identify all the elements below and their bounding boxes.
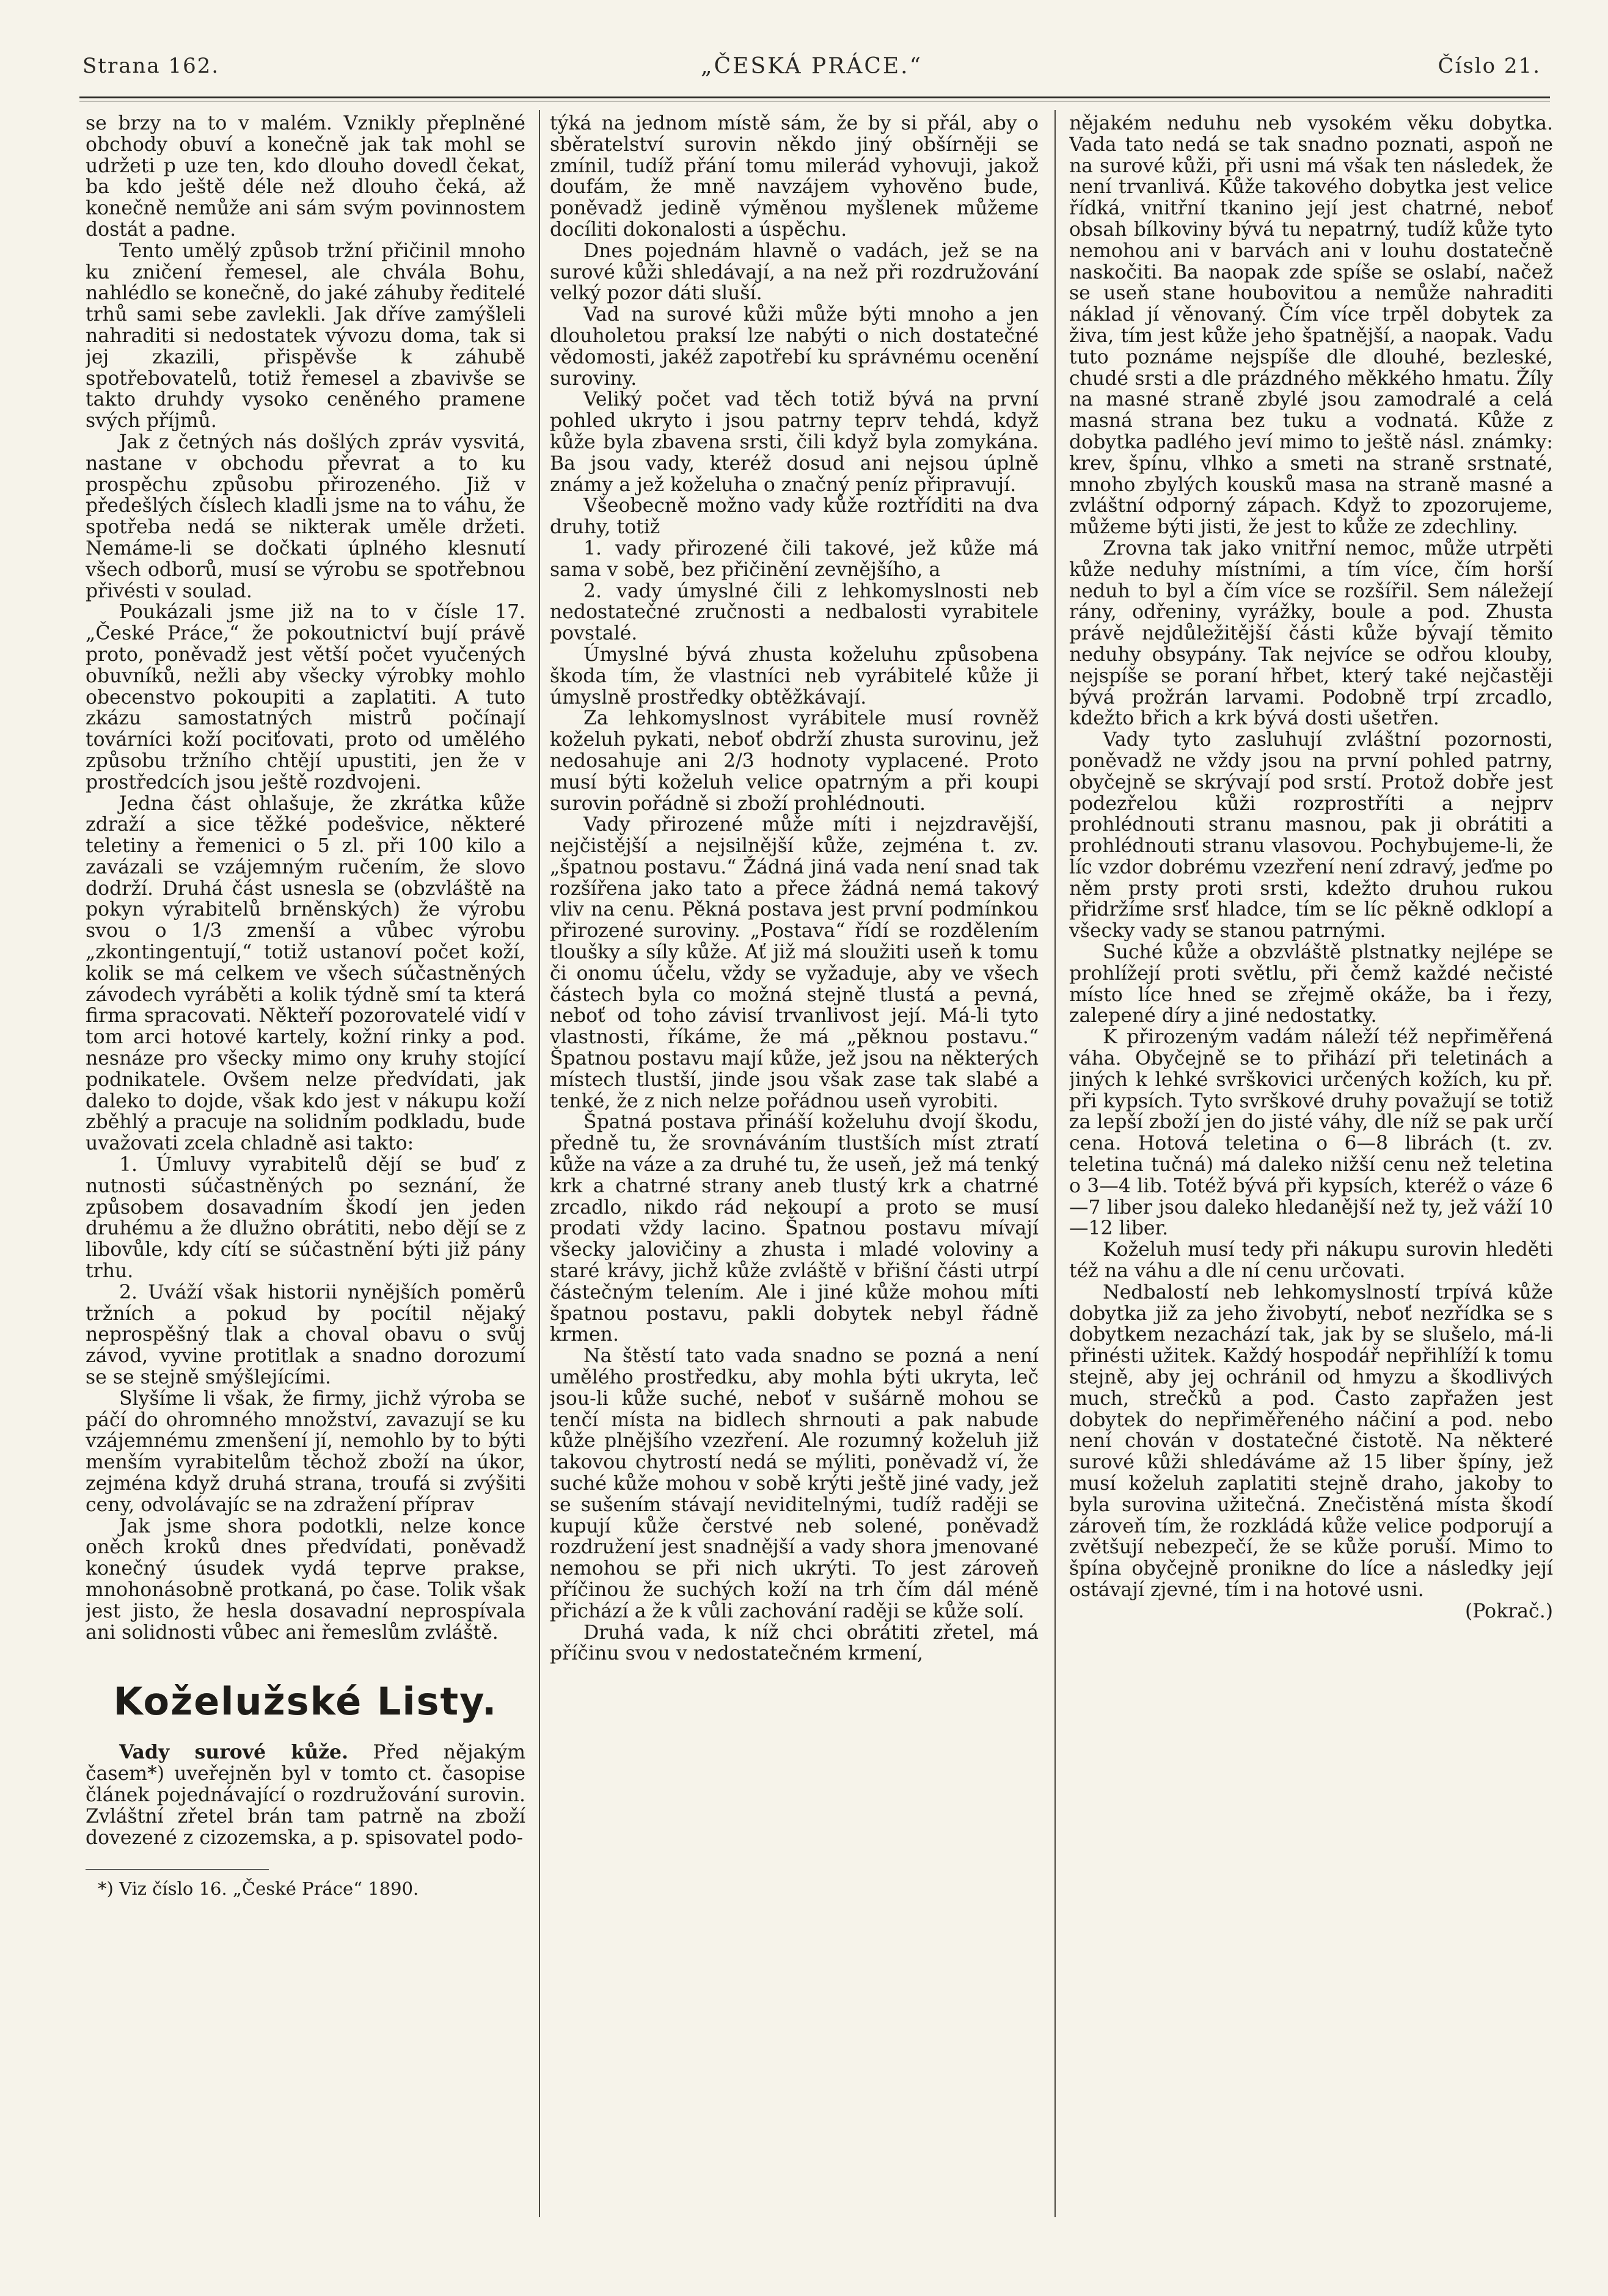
paragraph: Úmyslné bývá zhusta koželuhu způsobena škoda tím, že vlastníci neb vyrábitelé kůže ji úmyslně prostředky obtěžkávají.: [550, 643, 1039, 709]
paragraph: 2. vady úmyslné čili z lehkomyslnosti neb nedostatečné zručnosti a nedbalosti vyrabitele povstalé.: [550, 580, 1039, 645]
paragraph: Všeobecně možno vady kůže roztříditi na dva druhy, totiž: [550, 495, 1039, 539]
paragraph: Jak jsme shora podotkli, nelze konce oněch kroků dnes předvídati, poněvadž konečný úsudek vydá teprve prakse, mnohonásobně protkaná, po čase. Tolik však jest jisto, že hesla dosavadní neprospívala ani solidnosti vůbec ani řemeslům zvláště.: [86, 1515, 525, 1644]
column-2: [550, 113, 1039, 2208]
paragraph: 2. Uváží však historii nynějších poměrů tržních a pokud by pocítil nějaký neprospěšný tlak a choval obavu o svůj závod, vyvine protitlak a snadno dorozumí se se stejně smýšlejícími.: [86, 1281, 525, 1389]
column-1: [86, 113, 525, 2208]
paragraph: se brzy na to v malém. Vznikly přeplněné obchody obuví a konečně jak tak mohl se udržeti p uze ten, kdo dlouho dovedl čekat, ba kdo ještě déle než dlouho čeká, až konečně nemůže ani sám svým povinnostem dostát a padne.: [86, 113, 525, 241]
paragraph: Slyšíme li však, že firmy, jichž výroba se páčí do ohromného množství, zavazují se ku vzájemnému zmenšení jí, nemohlo by to býti menším vyrabitelům těchož zboží na úkor, zejména když druhá strana, troufá si zvýšiti ceny, odvolávajíc se na zdražení příprav: [86, 1387, 525, 1516]
paragraph: Vad na surové kůži může býti mnoho a jen dlouholetou praksí lze nabýti o nich dostatečné vědomosti, jakéž zapotřebí ku správnému ocenění suroviny.: [550, 304, 1039, 390]
footnote: *) Viz číslo 16. „České Práce“ 1890.: [98, 1878, 419, 1900]
paragraph: Před nějakým časem*) uveřejněn byl v tomto ct. časopise článek pojednávající o rozdružování surovin. Zvláštní zřetel brán tam patrně na zboží dovezené z cizozemska, a p. spisovatel podo-: [86, 1741, 525, 1849]
paragraph: Špatná postava přináší koželuhu dvojí škodu, předně tu, že srovnáváním tlustších míst ztratí kůže na váze a za druhé tu, že useň, jež má tenký krk a chatrné strany aneb tlustý krk a chatrné zrcadlo, nikdo rád nekoupí a proto se musí prodati vždy lacino. Špatnou postavu mívají všecky jalovičiny a zhusta i mladé voloviny a staré krávy, jichž kůže zvláště v břišní části utrpí částečným telením. Ale i jiné kůže mohou míti špatnou postavu, pakli dobytek nebyl řádně krmen.: [550, 1111, 1039, 1346]
column-divider-2: [1054, 110, 1056, 2217]
header-rule: [79, 97, 1550, 98]
paragraph: Vady přirozené může míti i nejzdravější, nejčistější a nejsilnější kůže, zejména t. zv. „špatnou postavu.“ Žádná jiná vada není snad tak rozšířena jako tato a přece žádná nemá takový vliv na cenu. Pěkná postava jest první podmínkou přirozené suroviny. „Postava“ řídí se rozdělením tloušky a síly kůže. Ať již má sloužiti useň k tomu či onomu účelu, vždy se vyžaduje, aby ve všech částech byla co možná stejně tlustá a pevná, neboť od toho závisí trvanlivost její. Má-li tyto vlastnosti, říkáme, že má „pěknou postavu.“ Špatnou postavu mají kůže, jež jsou na některých místech tlustší, jinde jsou však zase tak slabé a tenké, že z nich nelze pořádnou useň vyrobiti.: [550, 814, 1039, 1112]
paragraph: Tento umělý způsob tržní přičinil mnoho ku zničení řemesel, ale chvála Bohu, nahlédlo se konečně, do jaké záhuby ředitelé trhů sami sebe zavlekli. Jak dříve zamýšleli nahraditi si nedostatek vývozu doma, tak si jej zkazili, přispěvše k záhubě spotřebovatelů, totiž řemesel a zbavivše se takto druhdy vysoko ceněného pramene svých příjmů.: [86, 239, 525, 432]
page-number: Strana 162.: [82, 54, 220, 78]
paragraph: Na štěstí tato vada snadno se pozná a není umělého prostředku, aby mohla býti ukryta, leč jsou-li kůže suché, neboť v sušárně mohou se tenčí místa na bidlech shrnouti a pak nabude kůže plnějšího vzezření. Ale rozumný koželuh již takovou chytrostí nedá se mýliti, poněvadž ví, že suché kůže mohou v sobě krýti ještě jiné vady, jež se sušením stávají neviditelnými, tudíž raději se kupují kůže čerstvé neb solené, poněvadž rozdružení jest snadnější a vady shora jmenované nemohou se při nich ukrýti. To jest zároveň příčinou že suchých koží na trh čím dál méně přichází a že k vůli zachování raději se kůže solí.: [550, 1345, 1039, 1622]
paragraph: Za lehkomyslnost vyrábitele musí rovněž koželuh pykati, neboť obdrží zhusta surovinu, jež nedosahuje ani 2/3 hodnoty vyplacené. Proto musí býti koželuh velice opatrným a při koupi surovin pořádně si zboží prohlédnouti.: [550, 707, 1039, 815]
paragraph: Jedna část ohlašuje, že zkrátka kůže zdraží a sice těžké podešvice, některé teletiny a řemenici o 5 zl. při 100 kilo a zavázali se vzájemným ručením, že slovo dodrží. Druhá část usnesla se (obzvláště na pokyn výrabitelů brněnských) že výrobu svou o 1/3 zmenší a vůbec výrobu „zkontingentují,“ totiž ustanoví počet koží, kolik se má celkem ve všech súčastněných závodech vyráběti a kolik týdně smí ta která firma spracovati. Někteří pozorovatelé vidí v tom arci hotové kartely, kožní rinky a pod. nesnáze pro všecky mimo ony kruhy stojící podnikatele. Ovšem nelze předvídati, jak daleko to dojde, však kdo jest v nákupu koží zběhlý a pracuje na solidním podkladu, bude uvažovati zcela chladně asi takto:: [86, 792, 525, 1155]
paragraph: Nedbalostí neb lehkomyslností trpívá kůže dobytka již za jeho živobytí, neboť nezřídka se s dobytkem nezachází tak, jak by se slušelo, má-li přinésti užitek. Každý hospodář nepřihlíží k tomu stejně, aby jej ochránil od hmyzu a škodlivých much, strečků a pod. Často zapřažen jest dobytek do nepřiměřeného náčiní a pod. nebo není chován v dostatečné čistotě. Na některé surové kůži shledáváme až 15 liber špíny, jež musí koželuh zaplatiti stejně draho, jakoby to byla surovina užitečná. Znečistěná místa škodí zároveň tím, že rozkládá kůže velice podporují a zvětšují nebezpečí, že se kůže poruší. Mimo to špína obyčejně pronikne do líce a následky její ostávají zjevné, tím i na hotové usni.: [1069, 1281, 1553, 1601]
paragraph: Suché kůže a obzvláště plstnatky nejlépe se prohlížejí proti světlu, při čemž každé nečisté místo líce hned se zřejmě okáže, ba i řezy, zalepené díry a jiné nedostatky.: [1069, 941, 1553, 1027]
masthead-title: „ČESKÁ PRÁCE.“: [700, 54, 923, 79]
issue-number: Číslo 21.: [1438, 54, 1541, 78]
paragraph: Druhá vada, k níž chci obrátiti zřetel, má příčinu svou v nedostatečném krmení,: [550, 1621, 1039, 1665]
paragraph: Koželuh musí tedy při nákupu surovin hleděti též na váhu a dle ní cenu určovati.: [1069, 1239, 1553, 1283]
paragraph: 1. Úmluvy vyrabitelů dějí se buď z nutnosti súčastněných po seznání, že způsobem dosavadním škodí jen jeden druhému a že dlužno obrátiti, nebo dějí se z libovůle, kdy cítí se súčastnění býti již pány trhu.: [86, 1154, 525, 1283]
paragraph: Dnes pojednám hlavně o vadách, jež se na surové kůži shledávají, a na než při rozdružování velký pozor dáti sluší.: [550, 239, 1039, 305]
paragraph: Poukázali jsme již na to v čísle 17. „České Práce,“ že pokoutnictví bují právě proto, poněvadž jest větší počet vyučených obuvníků, nežli aby všecky výrobky mohlo obecenstvo pokoupiti a zaplatiti. A tuto zkázu samostatných mistrů počínají továrníci koží pociťovati, proto od umělého způsobu tržního chtějí upustiti, jen že v prostředcích jsou ještě rozdvojeni.: [86, 601, 525, 793]
article-lead-title: Vady surové kůže.: [119, 1741, 349, 1764]
paragraph: Zrovna tak jako vnitřní nemoc, může utrpěti kůže neduhy místními, a tím více, čím horší neduh to byl a čím více se rozšířil. Sem náležejí rány, odřeniny, vyrážky, boule a pod. Zhusta právě nejdůležitější části kůže bývají těmito neduhy obsypány. Tak nejvíce se odřou klouby, nejspíše se poraní hřbet, který také nejčastěji bývá prožrán larvami. Podobně trpí zrcadlo, kdežto břich a krk bývá dosti ušetřen.: [1069, 537, 1553, 730]
column-divider-1: [539, 110, 540, 2217]
footnote-rule: [86, 1869, 269, 1870]
paragraph: Veliký počet vad těch totiž bývá na první pohled ukryto i jsou patrny teprv tehdá, když kůže byla zbavena srsti, čili když byla zomykána. Ba jsou vady, kteréž dosud ani nejsou úplně známy a jež koželuha o značný peníz připravují.: [550, 388, 1039, 496]
section-title: Koželužské Listy.: [113, 1679, 498, 1724]
paragraph: Jak z četných nás došlých zpráv vysvitá, nastane v obchodu převrat a to ku prospěchu způsobu přirozeného. Již v předešlých číslech kladli jsme na to váhu, že spotřeba nedá se nikterak uměle držeti. Nemáme-li se dočkati úplného klesnutí všech odborů, musí se výrobu se spotřebnou přivésti v soulad.: [86, 431, 525, 602]
page-header: [82, 54, 1541, 90]
paragraph: týká na jednom místě sám, že by si přál, aby o sběratelství surovin někdo jiný obšírněji se zmínil, tudíž přání tomu milerád vyhovuji, jakož doufám, že mně navzájem vyhověno bude, poněvadž jedině výměnou myšlenek můžeme docíliti dokonalosti a úspěchu.: [550, 113, 1039, 241]
paragraph: Vady tyto zasluhují zvláštní pozornosti, poněvadž ne vždy jsou na první pohled patrny, obyčejně se skrývají pod srstí. Protož dobře jest podezřelou kůži rozprostříti a nejprv prohlédnouti stranu masnou, pak ji obrátiti a prohlédnouti stranu vlasovou. Pochybujeme-li, že líc vzdor dobrému vzezření není zdravý, jeďme po něm prsty proti srsti, kdežto druhou rukou přidržíme srsť hladce, tím se líc pěkně odklopí a všecky vady se stanou patrnými.: [1069, 729, 1553, 942]
paragraph: 1. vady přirozené čili takové, jež kůže má sama v sobě, bez přičinění zevnějšího, a: [550, 537, 1039, 581]
column-3: [1069, 113, 1553, 2208]
paragraph: K přirozeným vadám náleží též nepřiměřená váha. Obyčejně se to přihází při teletinách a jiných k lehké svrškovici určených kožích, ku př. při kypsích. Tyto svrškové druhy považují se totiž za lepší zboží jen do jisté váhy, dle níž se pak určí cena. Hotová teletina o 6—8 librách (t. zv. teletina tučná) má daleko nižší cenu než teletina o 3—4 lib. Totéž bývá při kypsích, kteréž o váze 6—7 liber jsou daleko hledanější než ty, jež váží 10—12 liber.: [1069, 1026, 1553, 1240]
paragraph: nějakém neduhu neb vysokém věku dobytka. Vada tato nedá se tak snadno poznati, aspoň ne na surové kůži, při usni má však ten následek, že není trvanlivá. Kůže takového dobytka jest velice řídká, vnitřní tkanino její jest chatrné, neboť obsah bílkoviny bývá tu nepatrný, tudíž kůže tyto nemohou ani v barvách ani v louhu dostatečně naskočiti. Ba naopak zde spíše se oslabí, načež se useň stane houbovitou a nemůže nahraditi náklad jí věnovaný. Čím více trpěl dobytek za živa, tím jest kůže jeho špatnější, a naopak. Vadu tuto poznáme nejspíše dle dlouhé, bezleské, chudé srsti a dle prázdného měkkého hmatu. Žíly na masné straně zbylé jsou zamodralé a celá masná strana bez tuku a vodnatá. Kůže z dobytka padlého jeví mimo to ještě násl. známky: krev, špínu, vlhko a smeti na straně srstnaté, mnoho zbylých kousků masa na straně masné a zvláštní odporný zápach. Když to zpozorujeme, můžeme býti jisti, že jest to kůže ze zdechliny.: [1069, 113, 1553, 539]
continued-note: (Pokrač.): [1464, 1600, 1553, 1622]
